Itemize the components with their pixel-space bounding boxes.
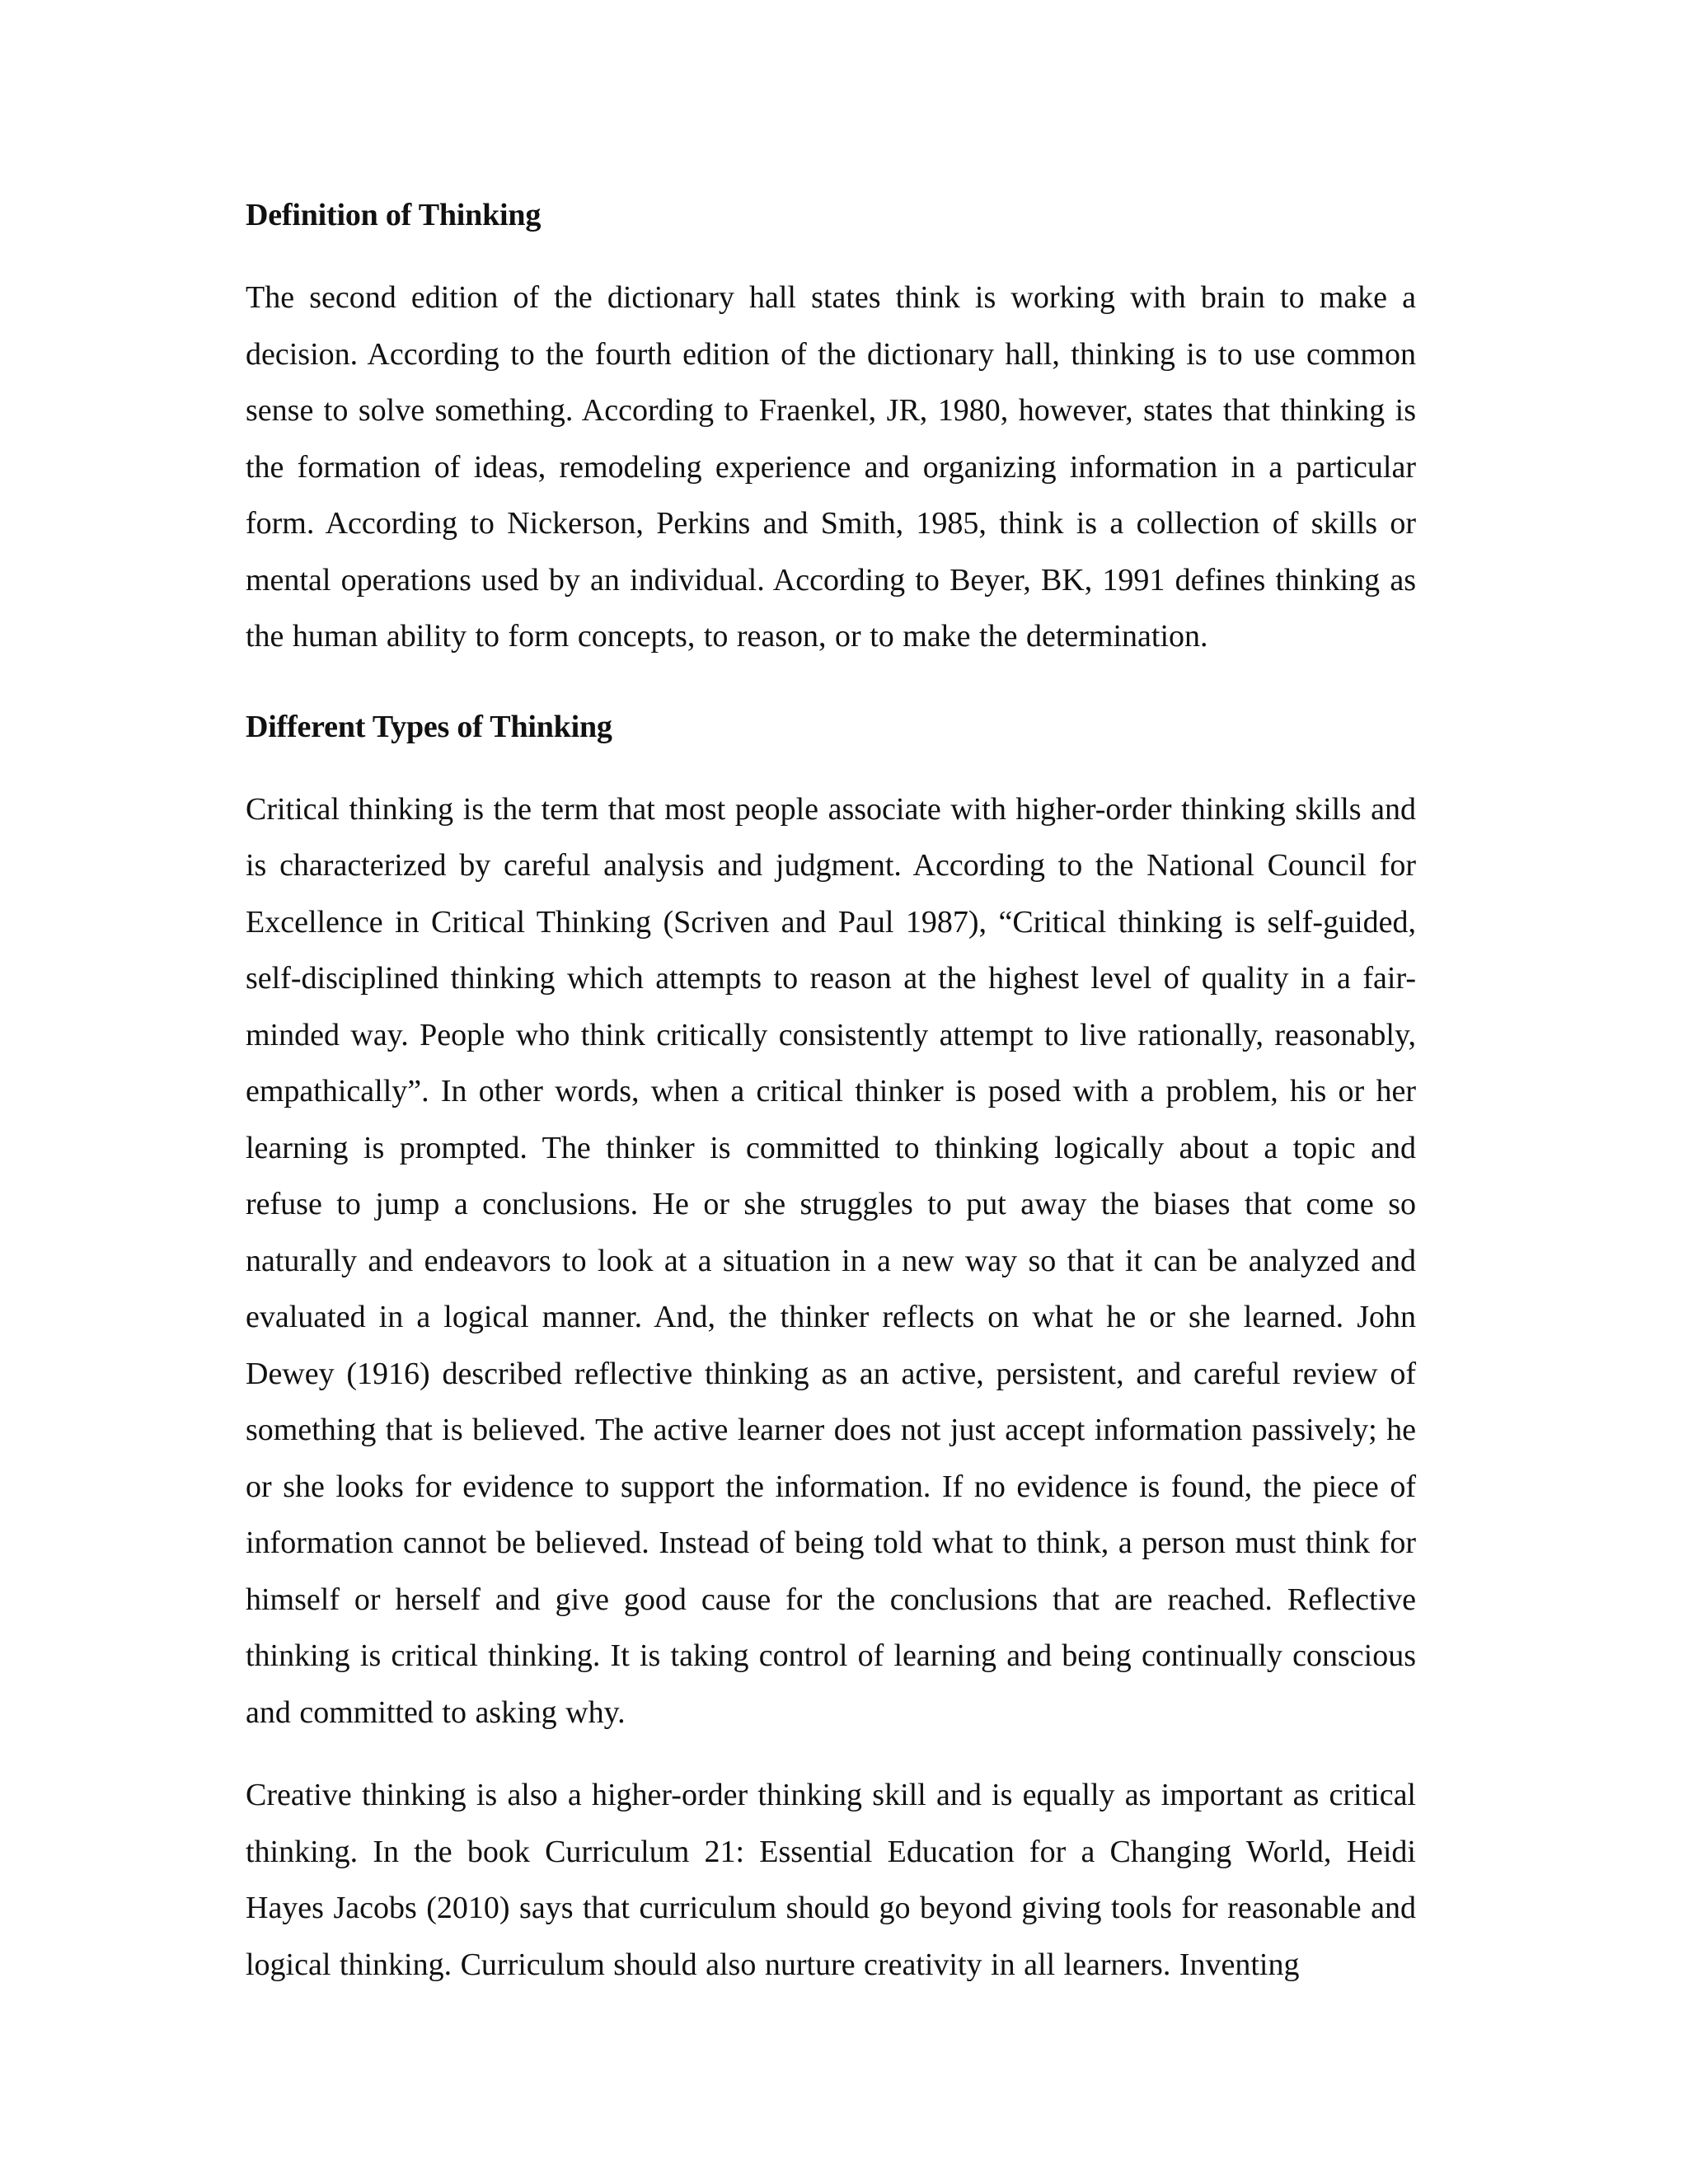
paragraph-definition: The second edition of the dictionary hall states think is working with brain to make a decision. According to the fourth edition of the dictionary hall, thinking is to use common sense to solve something. According to Fraenkel, JR, 1980, however, states that thinking is the formation of ideas, remodeling experience and organizing information in a particular form. According to Nickerson, Perkins and Smith, 1985, think is a collection of skills or mental operations used by an individual. According to Beyer, BK, 1991 defines thinking as the human ability to form concepts, to reason, or to make the determination. (246, 280, 1416, 654)
paragraph-creative-thinking: Creative thinking is also a higher-order thinking skill and is equally as important as critical thinking. In the book Curriculum 21: Essential Education for a Changing World, Heidi Hayes Jacobs (2010) says that curriculum should go beyond giving tools for reasonable and logical thinking. Curriculum should also nurture creativity in all learners. Inventing (246, 1778, 1416, 1982)
section-heading-types-of-thinking: Different Types of Thinking (246, 709, 612, 744)
section-heading-definition: Definition of Thinking (246, 198, 542, 232)
paragraph-critical-thinking: Critical thinking is the term that most people associate with higher-order thinking skills and is characterized by careful analysis and judgment. According to the National Council for Excellence in Critical Thinking (Scriven and Paul 1987), “Critical thinking is self-guided, self-disciplined thinking which attempts to reason at the highest level of quality in a fair-minded way. People who think critically consistently attempt to live rationally, reasonably, empathically”. In other words, when a critical thinker is posed with a problem, his or her learning is prompted. The thinker is committed to thinking logically about a topic and refuse to jump a conclusions. He or she struggles to put away the biases that come so naturally and endeavors to look at a situation in a new way so that it can be analyzed and evaluated in a logical manner. And, the thinker reflects on what he or she learned. John Dewey (1916) described reflective thinking as an active, persistent, and careful review of something that is believed. The active learner does not just accept information passively; he or she looks for evidence to support the information. If no evidence is found, the piece of information cannot be believed. Instead of being told what to think, a person must think for himself or herself and give good cause for the conclusions that are reached. Reflective thinking is critical thinking. It is taking control of learning and being continually conscious and committed to asking why. (246, 791, 1416, 1730)
document-body (246, 194, 1416, 1993)
